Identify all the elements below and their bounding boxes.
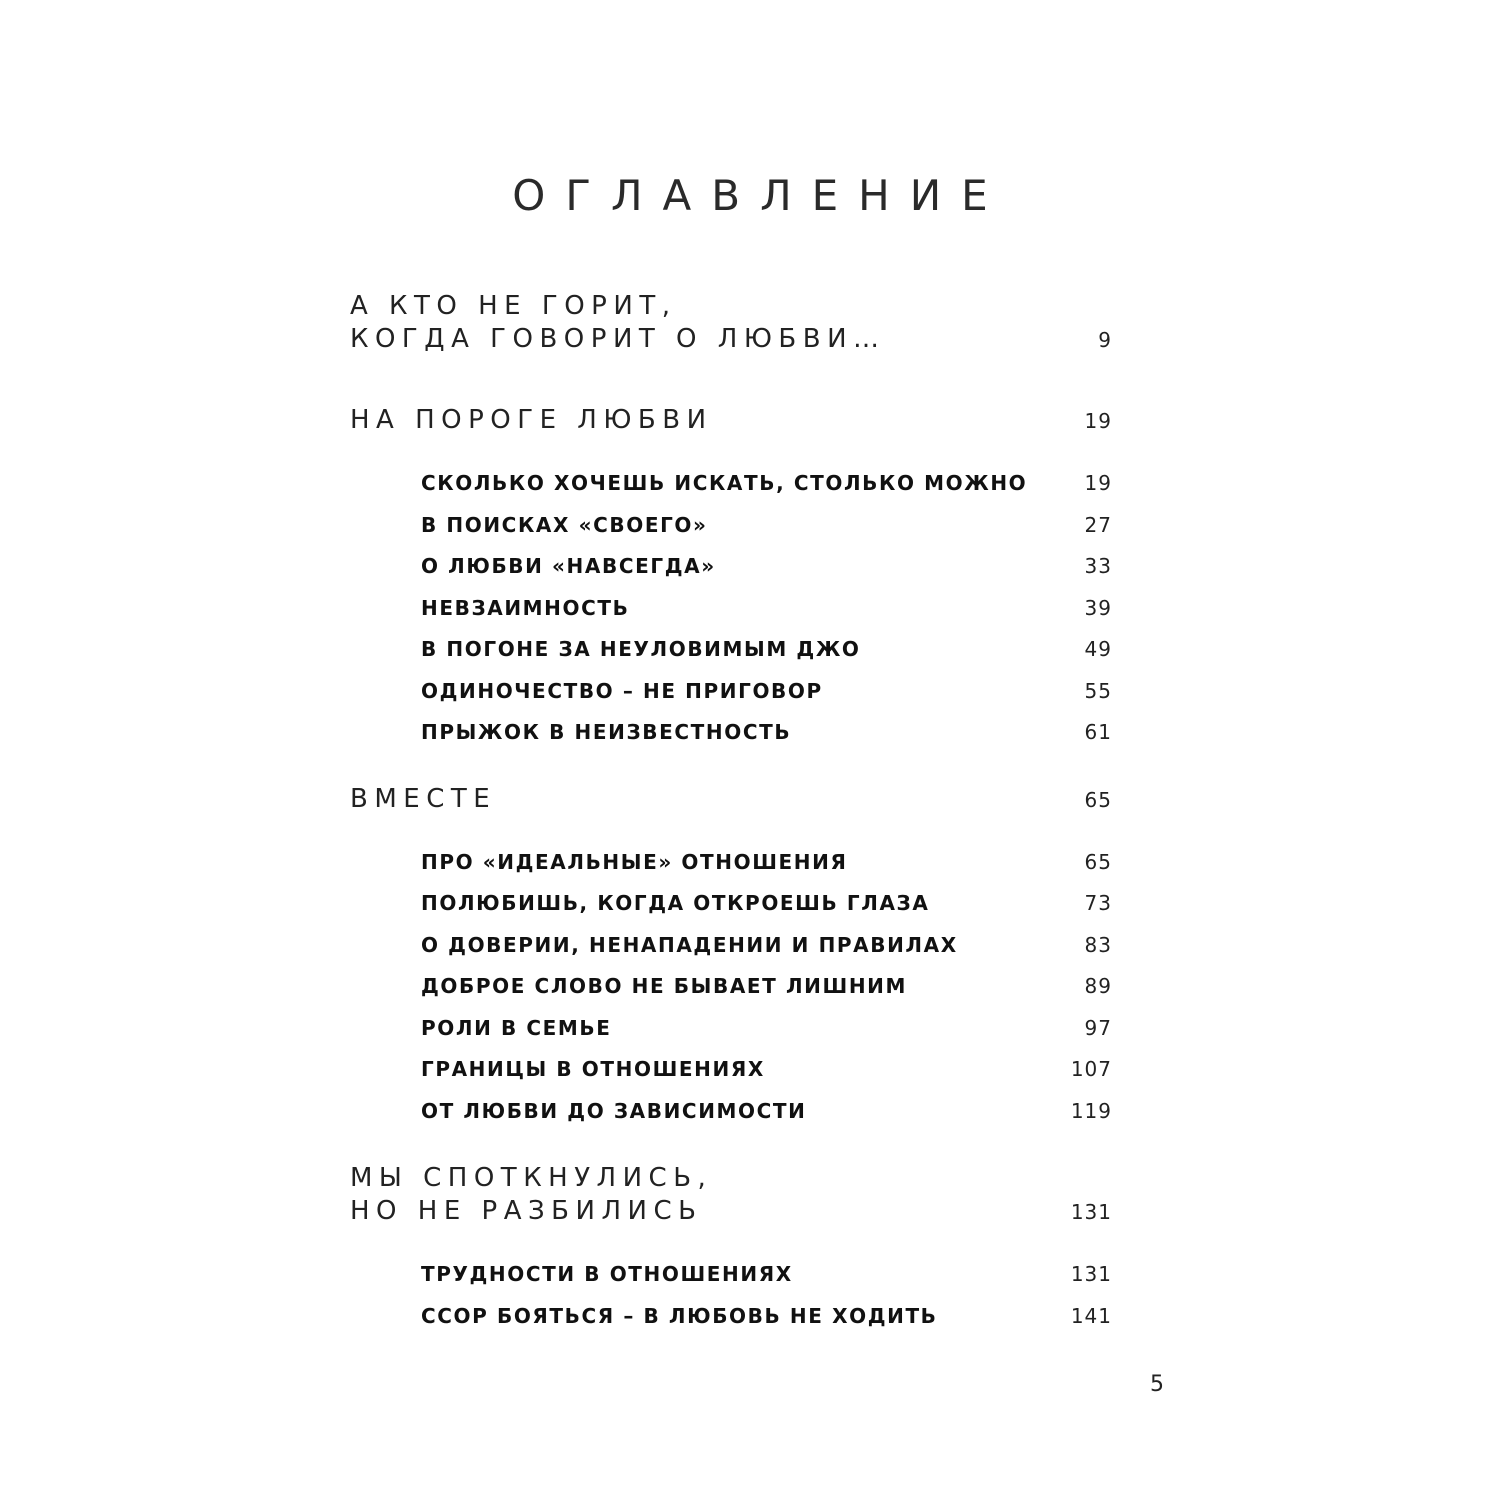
section-page-number: 131: [1070, 1200, 1112, 1224]
toc-entry: [421, 717, 1112, 747]
toc-entry: [421, 1096, 1112, 1126]
toc-section-4: [350, 1162, 1112, 1228]
entry-title: ССОР БОЯТЬСЯ – В ЛЮБОВЬ НЕ ХОДИТЬ: [421, 1304, 938, 1328]
entry-page-number: 33: [1084, 554, 1112, 578]
entry-title: ПРЫЖОК В НЕИЗВЕСТНОСТЬ: [421, 720, 792, 744]
entry-page-number: 61: [1084, 720, 1112, 744]
entry-title: О ДОВЕРИИ, НЕНАПАДЕНИИ И ПРАВИЛАХ: [421, 933, 958, 957]
toc-entry: [421, 593, 1112, 623]
toc-entry: [421, 1013, 1112, 1043]
entry-page-number: 141: [1070, 1304, 1112, 1328]
entry-title: ОТ ЛЮБВИ ДО ЗАВИСИМОСТИ: [421, 1099, 807, 1123]
section-title-line: МЫ СПОТКНУЛИСЬ,: [350, 1163, 713, 1193]
section-title-line: КОГДА ГОВОРИТ О ЛЮБВИ…: [350, 324, 886, 354]
section-title-line: НО НЕ РАЗБИЛИСЬ: [350, 1196, 703, 1226]
section-page-number: 9: [1098, 328, 1112, 352]
toc-section-2: [350, 404, 1112, 437]
entry-page-number: 73: [1084, 891, 1112, 915]
page-number: 5: [1150, 1372, 1164, 1397]
entry-title: В ПОГОНЕ ЗА НЕУЛОВИМЫМ ДЖО: [421, 637, 861, 661]
section-title-line: НА ПОРОГЕ ЛЮБВИ: [350, 405, 713, 435]
entry-page-number: 27: [1084, 513, 1112, 537]
entry-title: ТРУДНОСТИ В ОТНОШЕНИЯХ: [421, 1262, 793, 1286]
entry-title: РОЛИ В СЕМЬЕ: [421, 1016, 612, 1040]
entry-page-number: 55: [1084, 679, 1112, 703]
entry-page-number: 107: [1070, 1057, 1112, 1081]
entry-page-number: 19: [1084, 471, 1112, 495]
toc-entry: [421, 1054, 1112, 1084]
entry-title: ОДИНОЧЕСТВО – НЕ ПРИГОВОР: [421, 679, 823, 703]
entry-title: В ПОИСКАХ «СВОЕГО»: [421, 513, 708, 537]
toc-entry: [421, 930, 1112, 960]
section-title-line: А КТО НЕ ГОРИТ,: [350, 291, 677, 321]
entry-title: ПРО «ИДЕАЛЬНЫЕ» ОТНОШЕНИЯ: [421, 850, 848, 874]
section-page-number: 19: [1084, 409, 1112, 433]
entry-page-number: 83: [1084, 933, 1112, 957]
toc-entry: [421, 551, 1112, 581]
entry-page-number: 49: [1084, 637, 1112, 661]
toc-section-1: [350, 290, 1112, 356]
section-title: [350, 404, 1112, 437]
entry-title: СКОЛЬКО ХОЧЕШЬ ИСКАТЬ, СТОЛЬКО МОЖНО: [421, 471, 1028, 495]
toc-entry: [421, 468, 1112, 498]
section-title: [350, 290, 1112, 356]
entry-page-number: 131: [1070, 1262, 1112, 1286]
page-title: ОГЛАВЛЕНИЕ: [512, 171, 1008, 220]
entry-title: ПОЛЮБИШЬ, КОГДА ОТКРОЕШЬ ГЛАЗА: [421, 891, 930, 915]
toc-entry: [421, 676, 1112, 706]
entry-title: НЕВЗАИМНОСТЬ: [421, 596, 630, 620]
section-page-number: 65: [1084, 788, 1112, 812]
toc-entry: [421, 510, 1112, 540]
toc-entry: [421, 1259, 1112, 1289]
entry-title: ГРАНИЦЫ В ОТНОШЕНИЯХ: [421, 1057, 765, 1081]
section-title: [350, 783, 1112, 816]
toc-entry: [421, 888, 1112, 918]
entry-page-number: 39: [1084, 596, 1112, 620]
entry-page-number: 97: [1084, 1016, 1112, 1040]
entry-page-number: 119: [1070, 1099, 1112, 1123]
toc-entry: [421, 1301, 1112, 1331]
section-title-line: ВМЕСТЕ: [350, 784, 497, 814]
entry-title: ДОБРОЕ СЛОВО НЕ БЫВАЕТ ЛИШНИМ: [421, 974, 907, 998]
entry-page-number: 89: [1084, 974, 1112, 998]
toc-entry: [421, 971, 1112, 1001]
toc-entry: [421, 847, 1112, 877]
toc-entry: [421, 634, 1112, 664]
toc-section-3: [350, 783, 1112, 816]
section-title: [350, 1162, 1112, 1228]
entry-title: О ЛЮБВИ «НАВСЕГДА»: [421, 554, 716, 578]
entry-page-number: 65: [1084, 850, 1112, 874]
